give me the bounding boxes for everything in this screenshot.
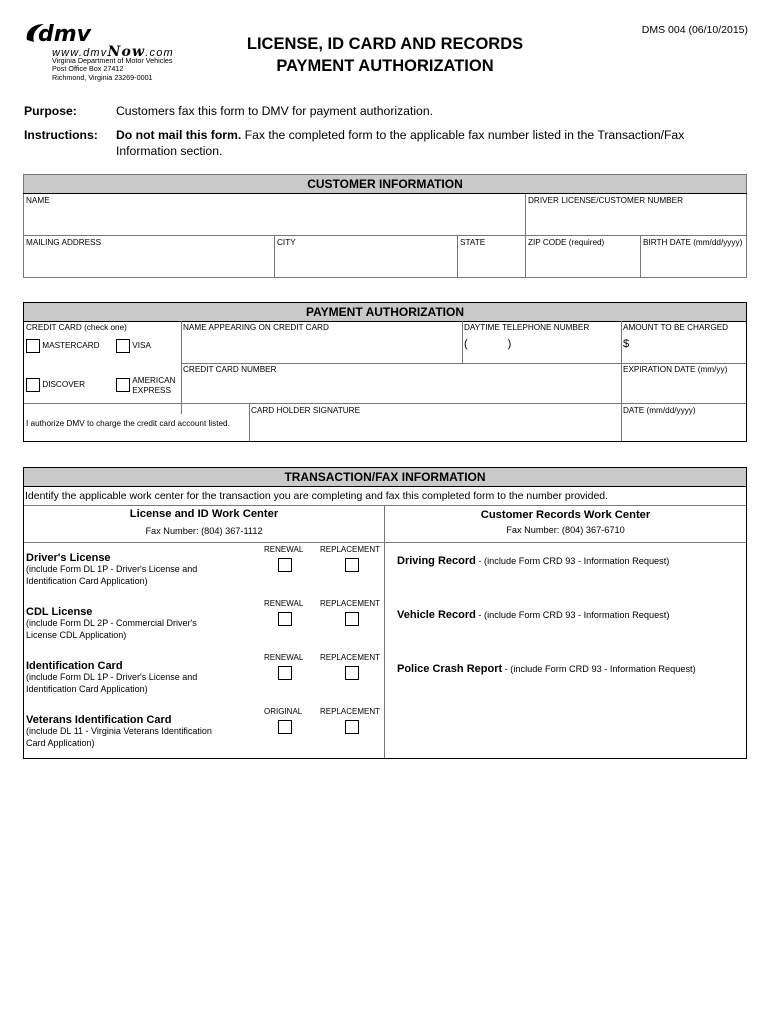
city-label: CITY: [277, 238, 296, 247]
cdl-renewal-label: RENEWAL: [264, 599, 304, 608]
cdl-replacement-label: REPLACEMENT: [320, 599, 381, 608]
logo-web-address: www.dmvNow.com: [52, 44, 174, 60]
page-title: LICENSE, ID CARD AND RECORDS PAYMENT AUTHORIZATION: [246, 35, 524, 75]
customer-information-header: CUSTOMER INFORMATION: [24, 175, 747, 194]
agency-city: Richmond, Virginia 23269-0001: [52, 72, 153, 82]
form-id: DMS 004 (06/10/2015): [641, 24, 748, 36]
logo-text: dmv: [38, 22, 92, 46]
discover-option[interactable]: DISCOVER: [26, 378, 85, 392]
amex-checkbox[interactable]: [116, 378, 130, 392]
amex-option[interactable]: AMERICAN EXPRESS: [116, 376, 176, 395]
payment-authorization-section: [23, 302, 747, 442]
instructions-text: Do not mail this form. Fax the completed form to the applicable fax number listed in the Transaction/Fax Information section.: [116, 128, 685, 158]
dl-number-label: DRIVER LICENSE/CUSTOMER NUMBER: [528, 196, 683, 205]
police-crash-report-item: Police Crash Report - (include Form CRD 93 - Information Request): [397, 663, 696, 675]
id-card-item: Identification Card (include Form DL 1P - Driver's License and Identification Card Application): [26, 660, 198, 694]
records-fax-number: Fax Number: (804) 367-6710: [506, 525, 625, 535]
dl-replacement-checkbox[interactable]: [345, 558, 359, 572]
expiration-field[interactable]: EXPIRATION DATE (mm/yy): [623, 365, 728, 374]
authorize-statement: I authorize DMV to charge the credit card account listed.: [26, 419, 230, 428]
signature-field[interactable]: CARD HOLDER SIGNATURE: [251, 406, 361, 415]
veterans-replacement-checkbox[interactable]: [345, 720, 359, 734]
customer-information-section: [23, 174, 747, 278]
discover-checkbox[interactable]: [26, 378, 40, 392]
driving-record-item: Driving Record - (include Form CRD 93 - Information Request): [397, 555, 670, 567]
date-field[interactable]: DATE (mm/dd/yyyy): [623, 406, 696, 415]
dl-number-field[interactable]: [526, 194, 747, 236]
name-label: NAME: [26, 196, 50, 205]
city-field[interactable]: [275, 236, 458, 278]
payment-authorization-header: PAYMENT AUTHORIZATION: [24, 303, 746, 322]
dl-replacement-label: REPLACEMENT: [320, 545, 381, 554]
id-renewal-label: RENEWAL: [264, 653, 304, 662]
dl-renewal-checkbox[interactable]: [278, 558, 292, 572]
purpose-label: Purpose:: [24, 104, 77, 118]
purpose-text: Customers fax this form to DMV for payment authorization.: [116, 104, 433, 118]
cdl-license-item: CDL License (include Form DL 2P - Commercial Driver's License CDL Application): [26, 606, 197, 640]
mailing-address-field[interactable]: [24, 236, 275, 278]
dl-renewal-label: RENEWAL: [264, 545, 304, 554]
mailing-address-label: MAILING ADDRESS: [26, 238, 102, 247]
birth-date-field[interactable]: [641, 236, 747, 278]
transaction-fax-section: [23, 467, 747, 759]
mastercard-option[interactable]: MASTERCARD: [26, 339, 100, 353]
dmv-logo: [24, 22, 194, 84]
vehicle-record-item: Vehicle Record - (include Form CRD 93 - Information Request): [397, 609, 670, 621]
phone-field[interactable]: DAYTIME TELEPHONE NUMBER ( ): [464, 323, 590, 350]
birth-date-label: BIRTH DATE (mm/dd/yyyy): [643, 238, 743, 247]
identify-instruction: Identify the applicable work center for the transaction you are completing and fax this completed form to the number provided.: [24, 487, 746, 506]
zip-field[interactable]: [526, 236, 641, 278]
cdl-replacement-checkbox[interactable]: [345, 612, 359, 626]
license-center-title: License and ID Work Center: [129, 508, 279, 520]
license-fax-number: Fax Number: (804) 367-1112: [145, 526, 263, 536]
visa-option[interactable]: VISA: [116, 339, 151, 353]
records-center-title: Customer Records Work Center: [480, 509, 651, 521]
name-field[interactable]: [24, 194, 526, 236]
po-box: Post Office Box 27412: [52, 64, 124, 74]
instructions-label: Instructions:: [24, 128, 98, 142]
veterans-replacement-label: REPLACEMENT: [320, 707, 381, 716]
agency-address: [52, 57, 173, 82]
veterans-original-checkbox[interactable]: [278, 720, 292, 734]
zip-label: ZIP CODE (required): [528, 238, 605, 247]
veterans-id-item: Veterans Identification Card (include DL 11 - Virginia Veterans Identification Card Application): [26, 714, 212, 748]
credit-card-label: CREDIT CARD (check one): [26, 323, 127, 332]
id-replacement-checkbox[interactable]: [345, 666, 359, 680]
transaction-fax-header: TRANSACTION/FAX INFORMATION: [24, 468, 746, 487]
dmv-logo-mark: [24, 22, 144, 46]
id-replacement-label: REPLACEMENT: [320, 653, 381, 662]
mastercard-checkbox[interactable]: [26, 339, 40, 353]
visa-checkbox[interactable]: [116, 339, 130, 353]
state-field[interactable]: [458, 236, 526, 278]
cdl-renewal-checkbox[interactable]: [278, 612, 292, 626]
id-renewal-checkbox[interactable]: [278, 666, 292, 680]
veterans-original-label: ORIGINAL: [264, 707, 303, 716]
agency-name: Virginia Department of Motor Vehicles: [52, 56, 173, 65]
amount-field[interactable]: AMOUNT TO BE CHARGED $: [623, 323, 729, 350]
drivers-license-item: Driver's License (include Form DL 1P - Driver's License and Identification Card Application): [26, 552, 198, 586]
card-number-field[interactable]: CREDIT CARD NUMBER: [183, 365, 277, 374]
name-on-card-field[interactable]: NAME APPEARING ON CREDIT CARD: [183, 323, 329, 332]
state-label: STATE: [460, 238, 486, 247]
